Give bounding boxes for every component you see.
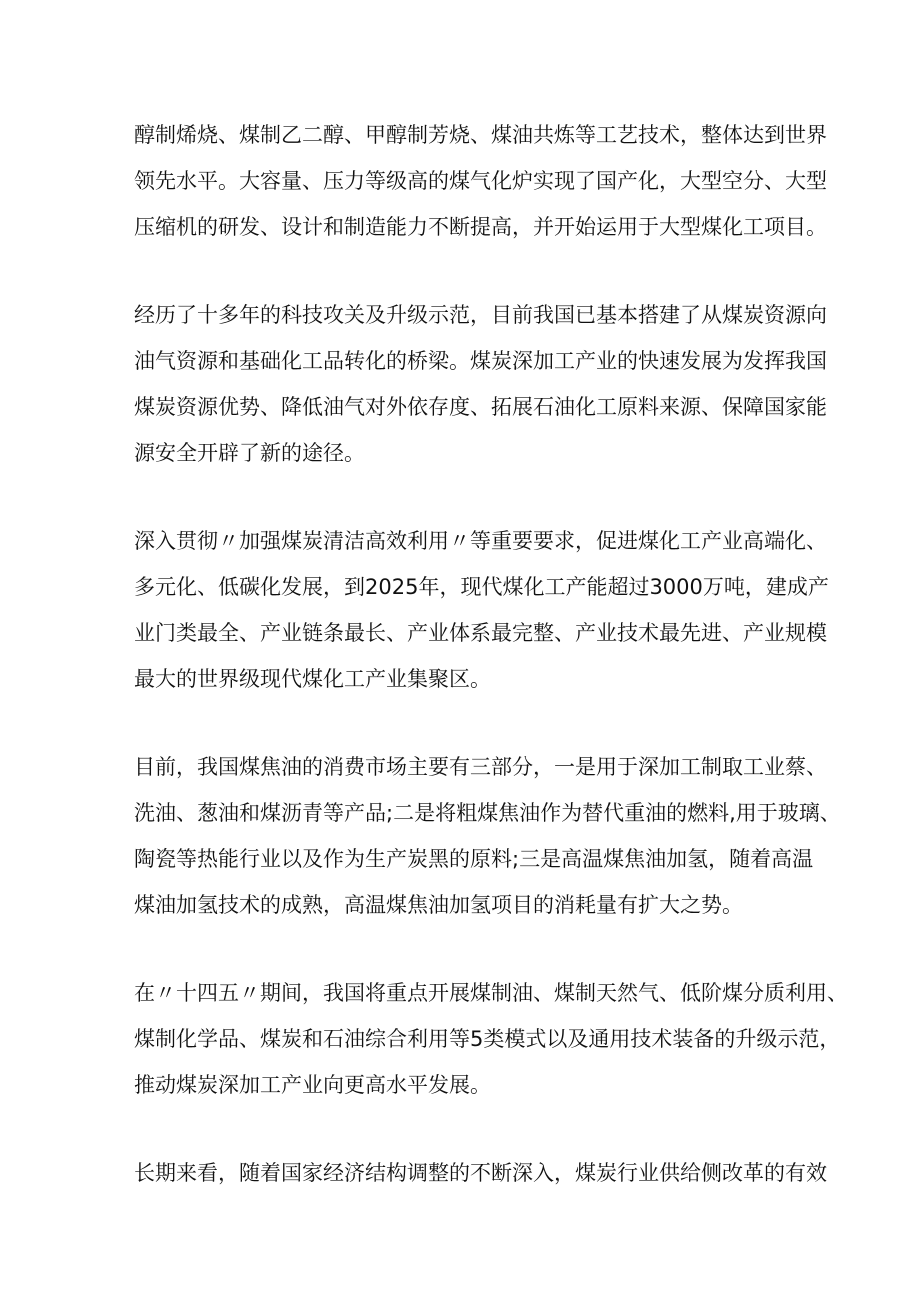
paragraph-line: 煤制化学品、煤炭和石油综合利用等5类模式以及通用技术装备的升级示范， — [134, 1027, 841, 1051]
paragraph-1 — [134, 112, 827, 250]
document-body — [134, 112, 848, 1238]
paragraph-line: 目前，我国煤焦油的消费市场主要有三部分，一是用于深加工制取工业蔡、 — [134, 755, 827, 779]
paragraph-line: 推动煤炭深加工产业向更高水平发展。 — [134, 1073, 491, 1097]
paragraph-line: 油气资源和基础化工品转化的桥梁。煤炭深加工产业的快速发展为发挥我国 — [134, 349, 827, 373]
paragraph-line: 醇制烯烧、煤制乙二醇、甲醇制芳烧、煤油共炼等工艺技术，整体达到世界 — [134, 123, 827, 147]
paragraph-line: 领先水平。大容量、压力等级高的煤气化炉实现了国产化，大型空分、大型 — [134, 169, 827, 193]
paragraph-line: 多元化、低碳化发展，到2025年，现代煤化工产能超过3000万吨，建成产 — [134, 575, 829, 599]
paragraph-line: 洗油、葱油和煤沥青等产品;二是将粗煤焦油作为替代重油的燃料,用于玻璃、 — [134, 801, 841, 825]
paragraph-line: 业门类最全、产业链条最长、产业体系最完整、产业技术最先进、产业规模 — [134, 621, 827, 645]
paragraph-line: 压缩机的研发、设计和制造能力不断提高，并开始运用于大型煤化工项目。 — [134, 215, 827, 239]
paragraph-line: 陶瓷等热能行业以及作为生产炭黑的原料;三是高温煤焦油加氢，随着高温 — [134, 847, 814, 871]
paragraph-line: 最大的世界级现代煤化工产业集聚区。 — [134, 667, 491, 691]
paragraph-3 — [134, 518, 829, 702]
paragraph-5 — [134, 970, 848, 1108]
paragraph-line: 煤炭资源优势、降低油气对外依存度、拓展石油化工原料来源、保障国家能 — [134, 395, 827, 419]
paragraph-line: 长期来看，随着国家经济结构调整的不断深入，煤炭行业供给侧改革的有效 — [134, 1161, 827, 1185]
paragraph-6 — [134, 1150, 827, 1196]
paragraph-2 — [134, 292, 827, 476]
paragraph-line: 源安全开辟了新的途径。 — [134, 441, 365, 465]
paragraph-line: 经历了十多年的科技攻关及升级示范，目前我国已基本搭建了从煤炭资源向 — [134, 303, 827, 327]
paragraph-line: 煤油加氢技术的成熟，高温煤焦油加氢项目的消耗量有扩大之势。 — [134, 893, 743, 917]
paragraph-4 — [134, 744, 841, 928]
paragraph-line: 深入贯彻〃加强煤炭清洁高效利用〃等重要要求，促进煤化工产业高端化、 — [134, 529, 827, 553]
paragraph-line: 在〃十四五〃期间，我国将重点开展煤制油、煤制天然气、低阶煤分质利用、 — [134, 981, 848, 1005]
